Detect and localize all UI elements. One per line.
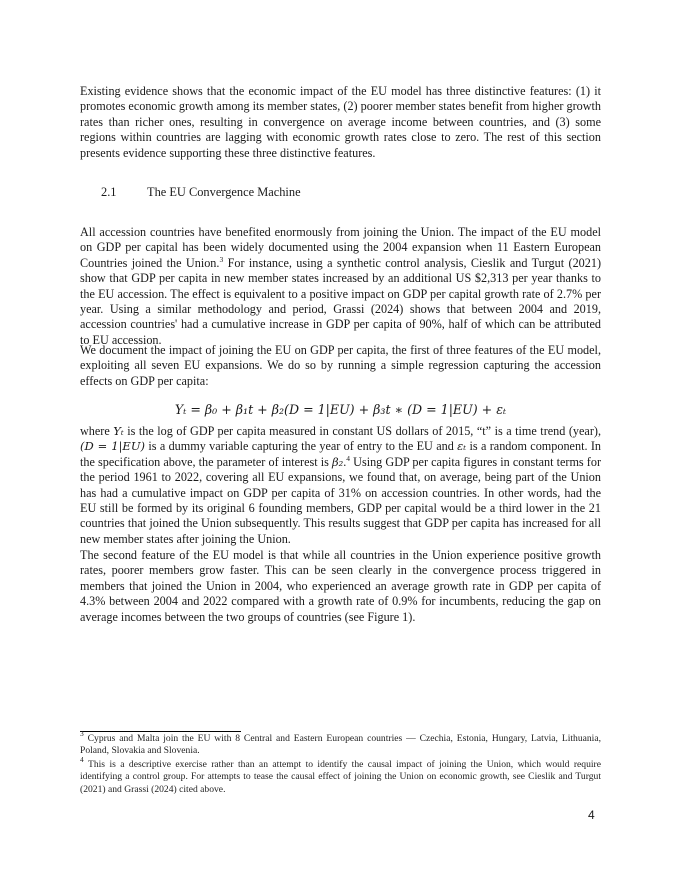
- text: Using GDP per capita figures in constant terms for the period 1961 to 2022, covering all EU expansions, we found that, on average, being part of the Union has had a cumulative impact on GDP per capita of 31% on accession countries. In other words, had the EU still be formed by its original 6 founding members, GDP per capital would be a third lower in the 21 countries that joined the Union subsequently. This results suggest that GDP per capita has increased for all new member states after joining the Union.: [80, 454, 601, 546]
- text: is the log of GDP per capita measured in constant US dollars of 2015, “t” is a time trend (year),: [123, 424, 601, 438]
- section-title: The EU Convergence Machine: [147, 185, 301, 199]
- page-number: 4: [588, 808, 595, 822]
- math-epsilon: εₜ: [457, 439, 467, 454]
- footnote-4: [80, 755, 601, 796]
- footnote-text: Cyprus and Malta join the EU with 8 Central and Eastern European countries — Czechia, Estonia, Hungary, Latvia, Lithuania, Poland, Slovakia and Slovenia.: [80, 733, 601, 757]
- accession-paragraph: [80, 225, 601, 348]
- math-y: Yₜ: [113, 424, 124, 438]
- text: is a dummy variable capturing the year of entry to the EU and: [145, 439, 458, 454]
- footnote-ref-3[interactable]: 3: [219, 254, 224, 264]
- footnote-number: 4: [80, 755, 84, 764]
- footnote-number: 3: [80, 729, 84, 738]
- footnote-3: [80, 729, 601, 758]
- text: All accession countries have benefited enormously from joining the Union. The impact of the EU model on GDP per capital has been widely documented using the 2004 expansion when 11 Eastern European Countries joined the Union.: [80, 225, 601, 270]
- convergence-paragraph: The second feature of the EU model is that while all countries in the Union experience positive growth rates, poorer members grow faster. This can be seen clearly in the convergence process triggered in members that joined the Union in 2004, who experienced an average growth rate in GDP per capita of 4.3% between 2004 and 2022 compared with a growth rate of 0.9% for incumbents, reducing the gap on average incomes between the two groups of countries (see Figure 1).: [80, 548, 601, 624]
- section-heading: [101, 185, 301, 200]
- footnote-text: This is a descriptive exercise rather than an attempt to identify the causal impact of joining the Union, which would require identifying a control group. For attempts to tease the causal effect of joining the Union on economic growth, see Cieslik and Turgut (2021) and Grassi (2024) cited above.: [80, 759, 601, 795]
- footnote-ref-4[interactable]: 4: [346, 453, 351, 463]
- results-paragraph: [80, 424, 601, 547]
- text: .: [343, 454, 347, 469]
- math-dummy: (D = 1|EU): [80, 439, 146, 454]
- method-paragraph: We document the impact of joining the EU on GDP per capita, the first of three features of the EU model, exploiting all seven EU expansions. We do so by running a simple regression capturing the accession effects on GDP per capita:: [80, 343, 601, 388]
- text: where: [80, 424, 114, 438]
- regression-equation: Yₜ = β₀ + β₁t + β₂(D = 1|EU) + β₃t ∗ (D = 1|EU) + εₜ: [174, 402, 507, 417]
- section-number: 2.1: [101, 185, 117, 199]
- intro-paragraph: Existing evidence shows that the economic impact of the EU model has three distinctive features: (1) it promotes economic growth among its member states, (2) poorer member states benefit from higher growth rates than richer ones, resulting in convergence on average income between countries, and (3) some regions within countries are lagging with economic growth rates close to zero. The rest of this section presents evidence supporting these three distinctive features.: [80, 84, 601, 160]
- footnote-divider: [80, 731, 241, 732]
- text: is a random component. In the specification above, the parameter of interest is: [80, 439, 601, 469]
- text: For instance, using a synthetic control analysis, Cieslik and Turgut (2021) show that GDP per capita in new member states increased by an additional US $2,313 per year thanks to the EU accession. The effect is equivalent to a positive impact on GDP per capital growth rate of 2.7% per year. Using a similar methodology and period, Grassi (2024) shows that between 2004 and 2019, accession countries' had a cumulative increase in GDP per capita of 90%, half of which can be attributed to EU accession.: [80, 255, 602, 347]
- math-beta2: β₂: [331, 454, 344, 469]
